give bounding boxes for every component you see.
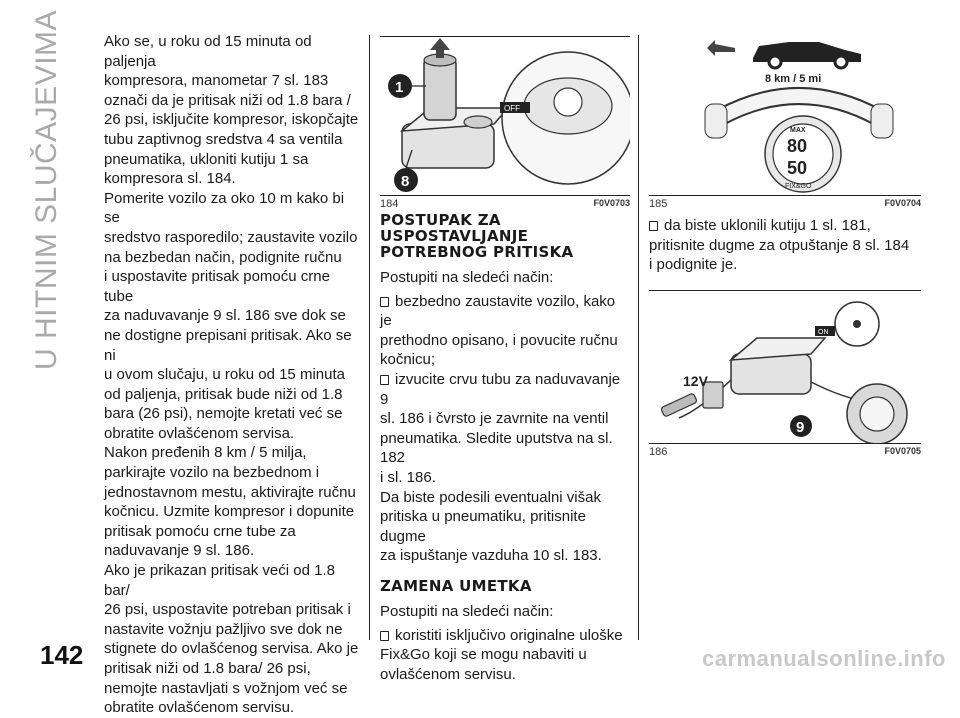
text-line: kočnicu. Uzmite kompresor i dopunite xyxy=(104,503,355,521)
text-line: pritisak pomoću crne tube za xyxy=(104,522,296,540)
intro-paragraph: Postupiti na sledeći način: xyxy=(380,602,554,620)
compressor-illustration xyxy=(380,36,630,196)
callout-8: 8 xyxy=(401,173,410,190)
text-line: Ako se, u roku od 15 minuta od paljenja xyxy=(104,33,312,70)
callout-9: 9 xyxy=(796,419,805,436)
heading-insert-replacement: ZAMENA UMETKA xyxy=(380,576,532,595)
text-line: kompresora, manometar 7 sl. 183 xyxy=(104,72,329,90)
bullet-line: Fix&Go koji se mogu nabaviti u xyxy=(380,646,587,664)
gauge-max-label: MAX xyxy=(790,127,806,134)
text-line: pritisak niži od 1.8 bara/ 26 psi, xyxy=(104,660,311,677)
column-1-text xyxy=(104,32,362,718)
off-label: OFF xyxy=(504,104,520,113)
column-2-text xyxy=(380,206,630,684)
figure-number: 186 xyxy=(649,446,668,458)
speed-distance-label: 8 km / 5 mi xyxy=(765,73,822,85)
text-line: za naduvavanje 9 sl. 186 sve dok se xyxy=(104,307,346,325)
text-line: jednostavnom mestu, aktivirajte ručnu xyxy=(104,483,356,501)
inflation-illustration xyxy=(649,290,921,444)
on-label: ON xyxy=(818,329,829,336)
bullet-line: kočnicu; xyxy=(380,351,436,369)
gauge-fixgo-label: FIX&GO xyxy=(785,183,812,190)
text-line: označi da je pritisak niži od 1.8 bara / xyxy=(104,91,351,109)
text-line: Nakon pređenih 8 km / 5 milja, xyxy=(104,444,307,462)
text-line: 26 psi, isključite kompresor, iskopčajte xyxy=(104,111,359,129)
page-number: 142 xyxy=(40,640,84,670)
text-line: kompresora sl. 184. xyxy=(104,170,236,188)
bullet-line: pritisnite dugme za otpuštanje 8 sl. 184 xyxy=(649,236,910,254)
text-line: Pomerite vozilo za oko 10 m kako bi se xyxy=(104,189,345,227)
text-line: sredstvo rasporedilo; zaustavite vozilo xyxy=(104,228,358,246)
text-line: i uspostavite pritisak pomoću crne tube xyxy=(104,268,330,305)
text-line: tubu zaptivnog sredstva 4 sa ventila xyxy=(104,130,343,148)
figure-code: F0V0703 xyxy=(593,198,630,208)
heading-pressure-restore xyxy=(380,212,630,260)
heading-line: USPOSTAVLJANJE xyxy=(380,227,529,245)
figure-186 xyxy=(649,290,921,458)
text-line: stignete do ovlašćenog servisa. Ako je xyxy=(104,640,359,658)
intro-paragraph: Postupiti na sledeći način: xyxy=(380,269,554,286)
bullet-line: sl. 186 i čvrsto je zavrnite na ventil xyxy=(380,410,609,428)
watermark: carmanualsonline.info xyxy=(702,646,946,671)
heading-line: POSTUPAK ZA xyxy=(380,211,501,229)
text-line: od paljenja, pritisak bude niži od 1.8 xyxy=(104,385,343,403)
bullet-line: prethodno opisano, i povucite ručnu xyxy=(380,331,618,349)
bullet-line: koristiti isključivo originalne uloške xyxy=(380,626,630,646)
bullet-line: da biste uklonili kutiju 1 sl. 181, xyxy=(649,216,921,236)
text-line: pritiska u pneumatiku, pritisnite dugme xyxy=(380,508,586,545)
bullet-item xyxy=(380,626,630,685)
figure-185-caption xyxy=(649,195,921,214)
figure-185 xyxy=(649,36,921,210)
text-line: obratite ovlašćenom servisu. xyxy=(104,699,295,717)
text-line: 26 psi, uspostavite potreban pritisak i xyxy=(104,601,351,619)
figure-code: F0V0705 xyxy=(884,446,921,456)
bullet-line: i podignite je. xyxy=(649,256,738,274)
drive-gauge-illustration xyxy=(649,36,921,196)
callout-1: 1 xyxy=(395,79,404,96)
text-line: pneumatika, ukloniti kutiju 1 sa xyxy=(104,150,309,168)
text-line: nastavite vožnju pažljivo sve dok ne xyxy=(104,620,343,638)
figure-number: 185 xyxy=(649,198,668,210)
column-3-text xyxy=(649,216,921,275)
text-line: Ako je prikazan pritisak veći od 1.8 bar/ xyxy=(104,562,335,599)
heading-line: POTREBNOG PRITISKA xyxy=(380,243,574,261)
gauge-value-2: 50 xyxy=(787,158,808,178)
figure-number: 184 xyxy=(380,198,399,210)
figure-184 xyxy=(380,36,630,210)
section-side-title: U HITNIM SLUČAJEVIMA xyxy=(30,9,63,370)
text-line: za ispuštanje vazduha 10 sl. 183. xyxy=(380,547,602,565)
text-line: parkirajte vozilo na bezbednom i xyxy=(104,464,320,482)
bullet-line: bezbedno zaustavite vozilo, kako je xyxy=(380,292,630,331)
text-line: na bezbedan način, podignite ručnu xyxy=(104,248,342,266)
paragraph xyxy=(380,488,630,566)
bullet-line: izvucite crvu tubu za naduvavanje 9 xyxy=(380,370,630,409)
gauge-value-1: 80 xyxy=(787,136,808,156)
text-line: bara (26 psi), nemojte kretati već se xyxy=(104,405,343,423)
text-line: u ovom slučaju, u roku od 15 minuta xyxy=(104,366,345,384)
text-line: nemojte nastavljati s vožnjom već se xyxy=(104,679,348,697)
column-divider-2 xyxy=(638,35,639,640)
figure-top-rule xyxy=(649,290,921,291)
column-divider-1 xyxy=(369,35,370,640)
bullet-item xyxy=(380,292,630,370)
text-line: naduvavanje 9 sl. 186. xyxy=(104,542,255,560)
bullet-line: ovlašćenom servisu. xyxy=(380,665,516,683)
figure-top-rule xyxy=(380,36,630,37)
figure-186-caption xyxy=(649,443,921,462)
text-line: ne dostigne prepisani pritisak. Ako se ni xyxy=(104,326,352,364)
12v-label: 12V xyxy=(683,373,708,389)
bullet-item xyxy=(380,370,630,488)
figure-code: F0V0704 xyxy=(884,198,921,208)
text-line: obratite ovlašćenom servisa. xyxy=(104,424,295,442)
bullet-item xyxy=(649,216,921,275)
bullet-line: i sl. 186. xyxy=(380,468,436,486)
text-line: Da biste podesili eventualni višak xyxy=(380,488,601,506)
bullet-line: pneumatika. Sledite uputstva na sl. 182 xyxy=(380,429,613,467)
